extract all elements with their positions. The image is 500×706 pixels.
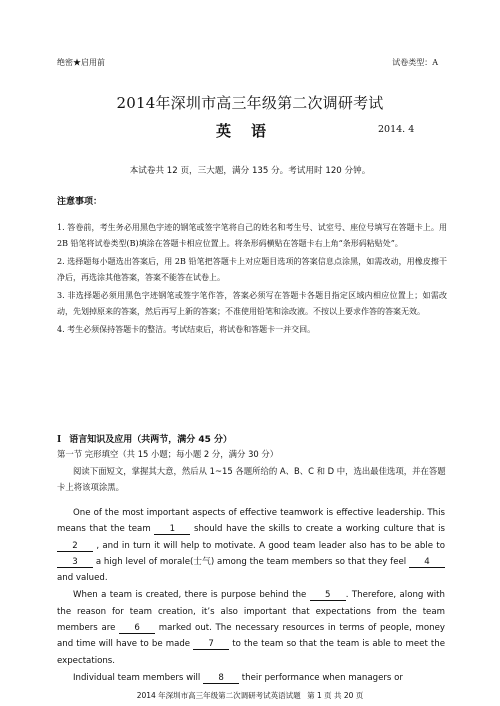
blank-3: 3: [57, 557, 93, 568]
notice-list: [57, 220, 447, 341]
blank-2: 2: [57, 541, 93, 552]
blank-4: 4: [409, 557, 445, 568]
notice-item: 1. 答卷前，考生务必用黑色字迹的钢笔或签字笔将自己的姓名和考生号、试室号、座位号填写在答题卡上。用 2B 铅笔将试卷类型(B)填涂在答题卡相应位置上。将条形码横贴在答题卡右上角“条形码粘贴处”。: [57, 223, 447, 248]
passage-paragraph: Individual team members will 8 their performance when managers or: [73, 672, 403, 683]
confidential-mark: 绝密★启用前: [57, 58, 105, 67]
notice-item: 2. 选择题每小题选出答案后，用 2B 铅笔把答题卡上对应题目选项的答案信息点涂黑，如需改动，用橡皮擦干净后，再选涂其他答案，答案不能答在试卷上。: [57, 257, 447, 282]
part-heading: 第一节 完形填空（共 15 小题；每小题 2 分，满分 30 分）: [57, 449, 279, 459]
blank-6: 6: [119, 623, 155, 634]
exam-title: 2014年深圳市高三年级第二次调研考试: [116, 94, 384, 112]
footer-exam-name: 2014 年深圳市高三年级第二次调研考试英语试题: [136, 691, 301, 700]
instructions: 阅读下面短文，掌握其大意，然后从 1~15 各题所给的 A、B、C 和 D 中，选出最佳选项，并在答题卡上将该项涂黑。: [57, 466, 446, 492]
notice-item: 3. 非选择题必须用黑色字迹钢笔或签字笔作答，答案必须写在答题卡各题目指定区域内相应位置上；如需改动，先划掉原来的答案，然后再写上新的答案；不准使用铅笔和涂改液。不按以上要求作答的答案无效。: [57, 291, 447, 316]
blank-8: 8: [203, 673, 239, 684]
blank-7: 7: [193, 639, 229, 650]
paper-type: 试卷类型：A: [392, 58, 438, 67]
notice-heading: 注意事项：: [57, 197, 103, 207]
section-number: I: [57, 435, 62, 445]
section-title: 语言知识及应用（共两节，满分 45 分）: [69, 435, 233, 445]
passage-paragraph: When a team is created, there is purpose behind the 5 . Therefore, along with the reason for team creation, it’s also important that expectations from the team members are 6 marked out. The necessary resources in terms of people, money and time will have to be made 7 to the team so that the team is able to meet the expectations.: [57, 590, 445, 666]
passage-paragraph: One of the most important aspects of effective teamwork is effective leadership. This means that the team 1 should have the skills to create a working culture that is 2 , and in turn it will help to motivate. A good team leader also has to be able to 3 a high level of morale(士气) among the team members so that they feel 4 and valued.: [57, 508, 445, 584]
header-row: [57, 57, 438, 68]
blank-5: 5: [310, 590, 346, 601]
exam-intro: 本试卷共 12 页，三大题，满分 135 分。考试用时 120 分钟。: [129, 166, 371, 176]
subject-name: 英语: [216, 122, 287, 140]
section-heading: [57, 432, 232, 445]
notice-item: 4. 考生必须保持答题卡的整洁。考试结束后，将试卷和答题卡一并交回。: [57, 325, 316, 334]
subject-row: [0, 120, 500, 140]
cloze-passage: [57, 505, 445, 687]
page-footer: [0, 690, 500, 701]
blank-1: 1: [154, 524, 190, 535]
footer-page-number: 第 1 页 共 20 页: [307, 691, 364, 700]
exam-date: 2014. 4: [378, 124, 415, 135]
